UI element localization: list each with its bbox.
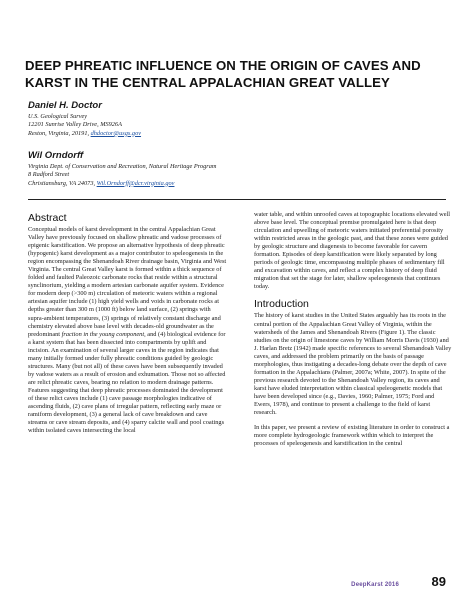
author-city: Reston, Virginia, 20191, <box>28 129 91 137</box>
author-name: Daniel H. Doctor <box>28 100 102 111</box>
author-address: 8 Radford Street <box>28 171 70 179</box>
author-city: Christiansburg, VA 24073, <box>28 179 97 187</box>
introduction-paragraph-1: The history of karst studies in the United States arguably has its roots in the central portion of the Appalachian Great Valley of Virginia, within the watersheds of the James and Shenandoah Rivers (Figure 1). The classic studies on the origin of limestone caves by William Morris Davis (1930) and J. Harlan Bretz (1942) made specific references to several Shenandoah Valley caves, and addressed the problem primarily on the basis of passage morphologies, thus instigating a decades-long debate over the depth of cave formation in the Appalachians (Palmer, 2007a; White, 2007). In spite of the previous research devoted to the Shenandoah Valley region, its caves and karst have eluded interpretation within classical speleogenetic models that have been developed since (e.g., Davies, 1960; Palmer, 1975; Ford and Ewers, 1978), and continue to present a challenge to the field of karst research. <box>254 312 452 417</box>
abstract-heading: Abstract <box>28 212 67 224</box>
abstract-text-italic: fraction in the young component <box>61 330 145 338</box>
author-block-orndorff <box>28 150 358 188</box>
journal-name: DeepKarst 2016 <box>351 582 399 588</box>
author-address: 12201 Sunrise Valley Drive, MS926A <box>28 121 122 129</box>
author-affiliation: U.S. Geological Survey <box>28 113 88 120</box>
abstract-text-a: Conceptual models of karst development in the central Appalachian Great Valley have previously focused on shallow phreatic and vadose processes of epigenic karstification. We propose an alternative hypothesis of deep phreatic (hypogenic) karst development as a major contributor to speleogenesis in the region encompassing the Shenandoah River drainage basin, Virginia and West Virginia. The central Great Valley karst is formed within a thick sequence of folded and faulted Paleozoic carbonate rocks that reside within a structural synclinorium, yielding a modern artesian carbonate aquifer system. Evidence for modern deep (>300 m) circulation of meteoric waters within a regional artesian aquifer include (1) high yield wells and voids in carbonate rocks at depths greater than 300 m (1000 ft) below land surface, (2) springs with supra-ambient temperatures, (3) springs of relatively constant discharge and chemistry elevated above base level with decades-old groundwater as the predominant <box>28 226 227 338</box>
introduction-heading: Introduction <box>254 298 309 311</box>
author-affiliation: Virginia Dept. of Conservation and Recreation, Natural Heritage Program <box>28 163 217 170</box>
page-number: 89 <box>431 574 446 589</box>
author-block-doctor <box>28 100 358 138</box>
header-divider <box>28 199 446 200</box>
paper-title: DEEP PHREATIC INFLUENCE ON THE ORIGIN OF CAVES AND KARST IN THE CENTRAL APPALACHIAN GREAT VALLEY <box>25 58 421 90</box>
page-footer <box>0 572 474 602</box>
author-address-line3 <box>28 180 358 188</box>
author-name: Wil Orndorff <box>28 150 84 161</box>
abstract-text-b: , and (4) biological evidence for a karst system that has been dissected into compartments by uplift and incision. An examination of several larger caves in the region indicates that many initially formed under fully phreatic conditions guided by geologic structures. Many (but not all) of these caves have been subsequently invaded by vadose waters as a result of erosion and exhumation. Those not so affected are relict phreatic caves, bearing no relation to modern drainage patterns. Features suggesting that deep phreatic processes dominated the development of these relict caves include (1) cave passage morphologies indicative of ascending fluids, (2) cave plans of irregular pattern, reflecting early maze or ramiform development, (3) a general lack of cave breakdown and cave streams or cave stream deposits, and (4) sparry calcite wall and pool coatings within isolated caves intersecting the local <box>28 330 226 435</box>
author-email-link[interactable]: Wil.Orndorff@dcr.virginia.gov <box>96 179 175 187</box>
introduction-paragraph-2: In this paper, we present a review of existing literature in order to construct a more complete hydrogeologic framework within which to interpret the processes of speleogenesis and karstification in the central <box>254 424 450 448</box>
left-column <box>28 212 227 435</box>
abstract-continued: water table, and within unroofed caves at topographic locations elevated well above base level. The conceptual premise promulgated here is that deep circulation and upwelling of meteoric waters initiated preferential porosity within restricted areas in the geologic past, and that these zones were guided by geologic structure and diagenesis to become favorable for cavern formation. Episodes of deep karstification were likely separated by long periods of geologic time, encompassing multiple phases of sedimentary fill and excavation within caves, and reflect a complex history of deep fluid migration that set the stage for later, shallow speleogenesis that continues today. <box>254 211 451 291</box>
author-address-line3 <box>28 130 358 138</box>
abstract-text <box>28 226 227 435</box>
right-column <box>254 211 453 448</box>
author-email-link[interactable]: dhdoctor@usgs.gov <box>90 129 142 137</box>
